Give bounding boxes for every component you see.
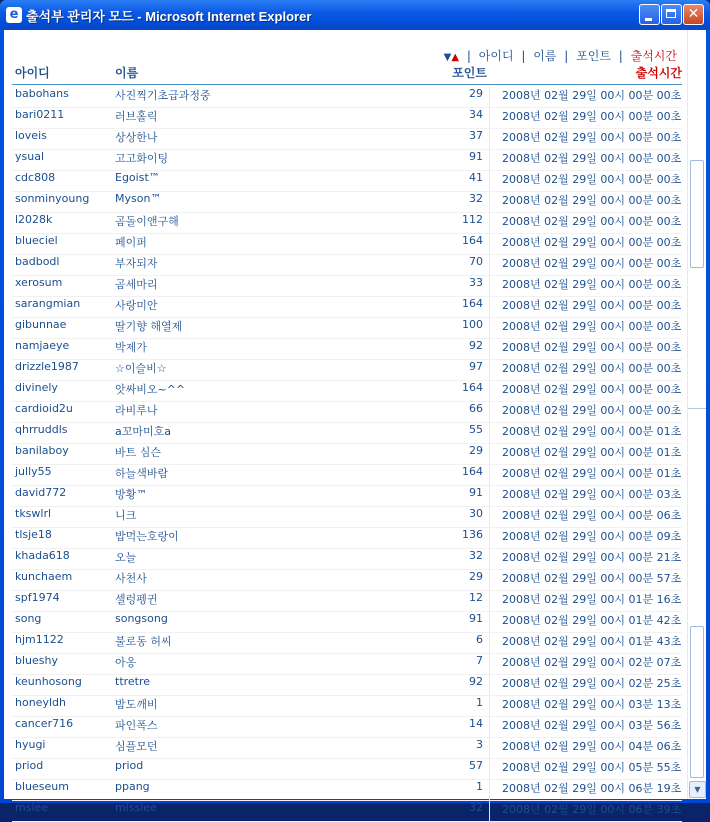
- table-body: [12, 87, 682, 822]
- table-row: [12, 780, 682, 801]
- column-header-id: 아이디: [15, 66, 50, 80]
- table-row: [12, 486, 682, 507]
- column-divider: [489, 696, 490, 716]
- table-row: [12, 423, 682, 444]
- member-name: 사랑미안: [115, 299, 158, 312]
- member-points: 29: [469, 87, 483, 100]
- attendance-time: 2008년 02월 29일 00시 06분 19초: [502, 782, 682, 795]
- attendance-time: 2008년 02월 29일 00시 00분 00초: [502, 257, 682, 270]
- table-row: [12, 234, 682, 255]
- member-points: 6: [476, 633, 483, 646]
- member-id[interactable]: jully55: [15, 465, 52, 478]
- attendance-time: 2008년 02월 29일 00시 01분 42초: [502, 614, 682, 627]
- column-divider: [489, 402, 490, 422]
- table-header: [12, 64, 682, 85]
- column-divider: [489, 87, 490, 107]
- member-id[interactable]: gibunnae: [15, 318, 67, 331]
- column-divider: [489, 213, 490, 233]
- table-row: [12, 654, 682, 675]
- column-header-name: 이름: [115, 66, 139, 80]
- column-divider: [489, 570, 490, 590]
- table-row: [12, 507, 682, 528]
- member-points: 164: [462, 234, 483, 247]
- table-row: [12, 696, 682, 717]
- member-name: 박제가: [115, 341, 147, 354]
- member-id[interactable]: spf1974: [15, 591, 60, 604]
- table-row: [12, 591, 682, 612]
- member-name: 니크: [115, 509, 137, 522]
- attendance-time: 2008년 02월 29일 00시 00분 00초: [502, 110, 682, 123]
- member-name: 상상한나: [115, 131, 158, 144]
- table-row: [12, 465, 682, 486]
- window-title: 출석부 관리자 모드 - Microsoft Internet Explorer: [26, 9, 312, 24]
- member-id[interactable]: david772: [15, 486, 67, 499]
- title-bar[interactable]: [0, 0, 710, 30]
- member-name: ppang: [115, 780, 150, 793]
- member-points: 164: [462, 465, 483, 478]
- table-row: [12, 549, 682, 570]
- member-name: Egoist™: [115, 171, 160, 184]
- member-id[interactable]: divinely: [15, 381, 58, 394]
- column-divider: [489, 318, 490, 338]
- column-divider: [489, 528, 490, 548]
- sort-separator: |: [564, 49, 569, 63]
- column-divider: [489, 339, 490, 359]
- column-divider: [489, 675, 490, 695]
- member-points: 112: [462, 213, 483, 226]
- member-id[interactable]: namjaeye: [15, 339, 70, 352]
- member-points: 41: [469, 171, 483, 184]
- member-id[interactable]: khada618: [15, 549, 70, 562]
- column-divider: [489, 801, 490, 821]
- table-row: [12, 444, 682, 465]
- table-row: [12, 150, 682, 171]
- member-id[interactable]: honeyldh: [15, 696, 66, 709]
- member-name: 파인폭스: [115, 719, 158, 732]
- member-name: 곰돌이앤구해: [115, 215, 179, 228]
- member-id[interactable]: cardioid2u: [15, 402, 73, 415]
- attendance-time: 2008년 02월 29일 00시 00분 06초: [502, 509, 682, 522]
- table-row: [12, 759, 682, 780]
- member-id[interactable]: blueseum: [15, 780, 69, 793]
- member-name: 딸기향 해열제: [115, 320, 183, 333]
- table-row: [12, 171, 682, 192]
- attendance-time: 2008년 02월 29일 00시 00분 01초: [502, 425, 682, 438]
- member-name: 셀렁펭귄: [115, 593, 158, 606]
- member-points: 1: [476, 696, 483, 709]
- sort-link-name[interactable]: 이름: [533, 49, 557, 63]
- member-id[interactable]: song: [15, 612, 42, 625]
- table-row: [12, 297, 682, 318]
- member-points: 66: [469, 402, 483, 415]
- member-points: 34: [469, 108, 483, 121]
- maximize-button[interactable]: [661, 4, 682, 25]
- member-points: 92: [469, 675, 483, 688]
- member-points: 136: [462, 528, 483, 541]
- member-name: 오늘: [115, 551, 137, 564]
- member-name: 사천사: [115, 572, 147, 585]
- sort-separator: |: [618, 49, 623, 63]
- member-points: 32: [469, 801, 483, 814]
- attendance-time: 2008년 02월 29일 00시 00분 00초: [502, 320, 682, 333]
- table-row: [12, 381, 682, 402]
- attendance-time: 2008년 02월 29일 00시 00분 09초: [502, 530, 682, 543]
- close-icon: ✕: [687, 6, 700, 22]
- table-row: [12, 738, 682, 759]
- member-points: 37: [469, 129, 483, 142]
- attendance-time: 2008년 02월 29일 00시 00분 00초: [502, 299, 682, 312]
- member-id[interactable]: blueshy: [15, 654, 58, 667]
- scrollbar-track: [688, 408, 706, 409]
- member-points: 29: [469, 444, 483, 457]
- attendance-time: 2008년 02월 29일 00시 00분 00초: [502, 362, 682, 375]
- member-name: 아옹: [115, 656, 137, 669]
- column-divider: [489, 360, 490, 380]
- column-divider: [489, 255, 490, 275]
- member-points: 91: [469, 612, 483, 625]
- member-name: songsong: [115, 612, 168, 625]
- table-row: [12, 108, 682, 129]
- attendance-time: 2008년 02월 29일 00시 00분 00초: [502, 89, 682, 102]
- scrollbar-thumb[interactable]: [690, 626, 704, 778]
- attendance-time: 2008년 02월 29일 00시 02분 25초: [502, 677, 682, 690]
- member-id[interactable]: badbodl: [15, 255, 60, 268]
- sort-separator: |: [521, 49, 526, 63]
- member-id[interactable]: ysual: [15, 150, 45, 163]
- table-row: [12, 528, 682, 549]
- member-name: a꼬마미호a: [115, 425, 171, 438]
- column-divider: [489, 549, 490, 569]
- member-id[interactable]: tlsje18: [15, 528, 52, 541]
- column-divider: [489, 780, 490, 800]
- member-name: 고고화이팅: [115, 152, 169, 165]
- attendance-time: 2008년 02월 29일 00시 05분 55초: [502, 761, 682, 774]
- member-id[interactable]: tkswlrl: [15, 507, 52, 520]
- table-row: [12, 339, 682, 360]
- column-divider: [489, 654, 490, 674]
- member-name: 앗싸비오~^^: [115, 383, 186, 396]
- column-divider: [489, 276, 490, 296]
- attendance-time: 2008년 02월 29일 00시 00분 00초: [502, 341, 682, 354]
- column-divider: [489, 486, 490, 506]
- table-row: [12, 213, 682, 234]
- column-divider: [489, 612, 490, 632]
- member-points: 7: [476, 654, 483, 667]
- sort-bar: [444, 47, 677, 64]
- member-name: 라비루나: [115, 404, 158, 417]
- column-divider: [489, 381, 490, 401]
- member-id[interactable]: l2028k: [15, 213, 53, 226]
- vertical-scrollbar[interactable]: [687, 30, 706, 799]
- member-points: 14: [469, 717, 483, 730]
- minimize-button[interactable]: [639, 4, 660, 25]
- member-id[interactable]: hyugi: [15, 738, 46, 751]
- member-name: misslee: [115, 801, 157, 814]
- attendance-time: 2008년 02월 29일 00시 00분 01초: [502, 467, 682, 480]
- member-points: 57: [469, 759, 483, 772]
- member-points: 100: [462, 318, 483, 331]
- table-row: [12, 192, 682, 213]
- member-id[interactable]: kunchaem: [15, 570, 73, 583]
- member-name: 심플모던: [115, 740, 158, 753]
- member-id[interactable]: bari0211: [15, 108, 65, 121]
- member-points: 1: [476, 780, 483, 793]
- attendance-time: 2008년 02월 29일 00시 00분 00초: [502, 215, 682, 228]
- column-divider: [489, 192, 490, 212]
- table-row: [12, 612, 682, 633]
- attendance-time: 2008년 02월 29일 00시 06분 39초: [502, 803, 682, 816]
- attendance-time: 2008년 02월 29일 00시 00분 00초: [502, 383, 682, 396]
- close-button[interactable]: [683, 4, 704, 25]
- member-name: Myson™: [115, 192, 162, 205]
- member-id[interactable]: mslee: [15, 801, 49, 814]
- sort-separator: |: [466, 49, 471, 63]
- table-row: [12, 360, 682, 381]
- member-points: 30: [469, 507, 483, 520]
- column-divider: [489, 150, 490, 170]
- table-row: [12, 675, 682, 696]
- sort-link-time[interactable]: 출석시간: [630, 49, 677, 63]
- scroll-down-button[interactable]: [689, 781, 706, 798]
- member-points: 32: [469, 192, 483, 205]
- member-id[interactable]: qhrruddls: [15, 423, 68, 436]
- attendance-time: 2008년 02월 29일 00시 04분 06초: [502, 740, 682, 753]
- member-name: 밤도깨비: [115, 698, 158, 711]
- sort-link-id[interactable]: 아이디: [478, 49, 514, 63]
- member-id[interactable]: priod: [15, 759, 44, 772]
- member-points: 12: [469, 591, 483, 604]
- member-name: 불로동 허씨: [115, 635, 172, 648]
- table-row: [12, 318, 682, 339]
- column-divider: [489, 129, 490, 149]
- attendance-time: 2008년 02월 29일 00시 00분 00초: [502, 173, 682, 186]
- attendance-time: 2008년 02월 29일 00시 00분 00초: [502, 404, 682, 417]
- member-points: 3: [476, 738, 483, 751]
- sort-descending-icon[interactable]: ▼: [443, 52, 452, 63]
- member-id[interactable]: xerosum: [15, 276, 63, 289]
- member-name: 하늘색바람: [115, 467, 169, 480]
- member-name: 페이퍼: [115, 236, 147, 249]
- member-id[interactable]: keunhosong: [15, 675, 82, 688]
- member-name: ttretre: [115, 675, 151, 688]
- member-points: 91: [469, 486, 483, 499]
- member-points: 70: [469, 255, 483, 268]
- attendance-list: [4, 30, 687, 816]
- member-id[interactable]: blueciel: [15, 234, 58, 247]
- attendance-time: 2008년 02월 29일 00시 03분 13초: [502, 698, 682, 711]
- attendance-time: 2008년 02월 29일 00시 02분 07초: [502, 656, 682, 669]
- column-divider: [489, 759, 490, 779]
- attendance-time: 2008년 02월 29일 00시 00분 21초: [502, 551, 682, 564]
- member-id[interactable]: cancer716: [15, 717, 74, 730]
- member-name: priod: [115, 759, 144, 772]
- member-name: 러브홀릭: [115, 110, 158, 123]
- column-divider: [489, 234, 490, 254]
- member-id[interactable]: babohans: [15, 87, 69, 100]
- table-row: [12, 570, 682, 591]
- attendance-time: 2008년 02월 29일 00시 03분 56초: [502, 719, 682, 732]
- member-name: 부자되자: [115, 257, 158, 270]
- column-divider: [489, 633, 490, 653]
- attendance-time: 2008년 02월 29일 00시 00분 00초: [502, 152, 682, 165]
- attendance-time: 2008년 02월 29일 00시 01분 16초: [502, 593, 682, 606]
- member-id[interactable]: banilaboy: [15, 444, 69, 457]
- attendance-time: 2008년 02월 29일 00시 01분 43초: [502, 635, 682, 648]
- member-points: 33: [469, 276, 483, 289]
- column-divider: [489, 423, 490, 443]
- member-name: 사진찍기초급과정중: [115, 89, 211, 102]
- table-row: [12, 87, 682, 108]
- member-points: 97: [469, 360, 483, 373]
- attendance-time: 2008년 02월 29일 00시 00분 00초: [502, 278, 682, 291]
- table-row: [12, 633, 682, 654]
- attendance-time: 2008년 02월 29일 00시 00분 00초: [502, 131, 682, 144]
- member-points: 29: [469, 570, 483, 583]
- member-name: ☆이슬비☆: [115, 362, 167, 375]
- member-points: 32: [469, 549, 483, 562]
- attendance-time: 2008년 02월 29일 00시 00분 00초: [502, 194, 682, 207]
- member-points: 92: [469, 339, 483, 352]
- column-divider: [489, 297, 490, 317]
- member-name: 밥먹는호랑이: [115, 530, 179, 543]
- member-id[interactable]: cdc808: [15, 171, 56, 184]
- member-points: 91: [469, 150, 483, 163]
- column-divider: [489, 591, 490, 611]
- column-divider: [489, 171, 490, 191]
- attendance-time: 2008년 02월 29일 00시 00분 01초: [502, 446, 682, 459]
- column-divider: [489, 465, 490, 485]
- table-row: [12, 129, 682, 150]
- sort-link-points[interactable]: 포인트: [576, 49, 611, 63]
- page-viewport: [4, 30, 706, 816]
- attendance-time: 2008년 02월 29일 00시 00분 57초: [502, 572, 682, 585]
- scrollbar-thumb[interactable]: [690, 160, 704, 268]
- column-header-points: 포인트: [452, 66, 487, 80]
- member-id[interactable]: sonminyoung: [15, 192, 90, 205]
- member-name: 곰세마리: [115, 278, 158, 291]
- member-points: 164: [462, 381, 483, 394]
- attendance-time: 2008년 02월 29일 00시 00분 03초: [502, 488, 682, 501]
- ie-icon: e: [6, 7, 22, 23]
- member-name: 방황™: [115, 488, 148, 501]
- member-id[interactable]: loveis: [15, 129, 47, 142]
- column-divider: [489, 738, 490, 758]
- table-row: [12, 717, 682, 738]
- column-divider: [489, 507, 490, 527]
- table-row: [12, 276, 682, 297]
- sort-ascending-icon[interactable]: ▲: [451, 52, 460, 63]
- chevron-down-icon: ▼: [694, 785, 701, 794]
- member-id[interactable]: sarangmian: [15, 297, 81, 310]
- table-row: [12, 255, 682, 276]
- column-divider: [489, 717, 490, 737]
- member-points: 55: [469, 423, 483, 436]
- member-id[interactable]: drizzle1987: [15, 360, 79, 373]
- column-divider: [489, 444, 490, 464]
- member-name: 바트 심슨: [115, 446, 162, 459]
- member-points: 164: [462, 297, 483, 310]
- column-divider: [489, 108, 490, 128]
- member-id[interactable]: hjm1122: [15, 633, 64, 646]
- attendance-time: 2008년 02월 29일 00시 00분 00초: [502, 236, 682, 249]
- table-row: [12, 801, 682, 822]
- table-row: [12, 402, 682, 423]
- column-header-time: 출석시간: [635, 66, 682, 80]
